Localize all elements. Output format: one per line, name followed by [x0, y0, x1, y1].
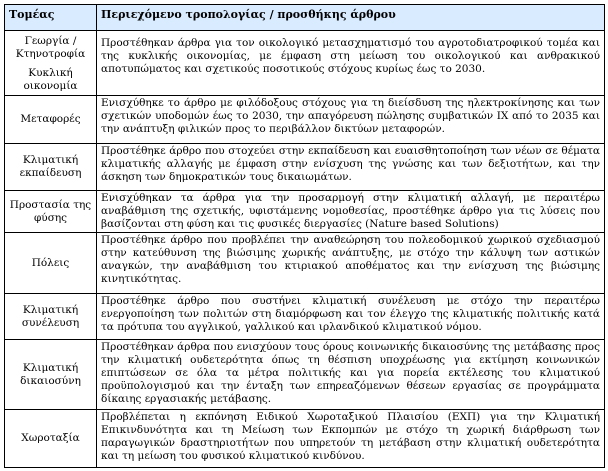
sector-cell: Γεωργία / Κτηνοτροφία Κυκλική οικονομία	[5, 31, 97, 96]
content-cell: Ενισχύθηκε το άρθρο με φιλόδοξους στόχους για τη διείσδυση της ηλεκτροκίνησης και των σχετικών υποδομών έως το 2030, την απαγόρευση πώλησης συμβατικών ΙΧ από το 2035 και την ανάπτυξη φιλικών προς το περιβάλλον δικτύων μεταφορών.	[97, 96, 605, 144]
table-row	[5, 294, 605, 340]
table-row	[5, 144, 605, 191]
header-content: Περιεχόμενο τροπολογίας / προσθήκης άρθρου	[97, 5, 605, 31]
sector-cell: Χωροταξία	[5, 410, 97, 468]
content-cell: Προστέθηκαν άρθρα για τον οικολογικό μετασχηματισμό του αγροτοδιατροφικού τομέα και της κυκλικής οικονομίας, με έμφαση στη μείωση του οικολογικού και ανθρακικού αποτυπώματος και σχετικούς ποσοτικούς στόχους κυρίως έως το 2030.	[97, 31, 605, 96]
table-row	[5, 96, 605, 144]
sector-cell: Κλιματική εκπαίδευση	[5, 144, 97, 191]
sector-cell: Κλιματική συνέλευση	[5, 294, 97, 340]
table-row	[5, 31, 605, 96]
content-cell: Προστέθηκαν άρθρα που ενισχύουν τους όρους κοινωνικής δικαιοσύνης της μετάβασης προς την κλιματική ουδετερότητα όπως τη θέσπιση υποχρέωσης για εκτίμηση κοινωνικών επιπτώσεων σε όλα τα μέτρα πολιτικής και για πορεία εκτέλεσης του κλιματικού προϋπολογισμού και την ένταξη των επηρεαζόμενων θέσεων εργασίας σε προγράμματα δίκαιης εργασιακής μετάβασης.	[97, 340, 605, 410]
content-cell: Ενισχύθηκαν τα άρθρα για την προσαρμογή στην κλιματική αλλαγή, με περαιτέρω αναβάθμιση της σχετικής, υφιστάμενης νομοθεσίας, προστέθηκε άρθρο για τις λύσεις που βασίζονται στη φύση και τις φυσικές διεργασίες (Nature based Solutions)	[97, 191, 605, 233]
content-cell: Προστέθηκε άρθρο που στοχεύει στην εκπαίδευση και ευαισθητοποίηση των νέων σε θέματα κλιματικής αλλαγής με έμφαση στην ενίσχυση της γνώσης και των δεξιοτήτων, και την άσκηση των δημοκρατικών τους δικαιωμάτων.	[97, 144, 605, 191]
header-sector: Τομέας	[5, 5, 97, 31]
table-row	[5, 233, 605, 294]
amendments-table	[4, 4, 605, 468]
table-row	[5, 191, 605, 233]
content-cell: Προστέθηκε άρθρο που συστήνει κλιματική συνέλευση με στόχο την περαιτέρω ενεργοποίηση των πολιτών στη διαμόρφωση και τον έλεγχο της κλιματικής πολιτικής κατά τα πρότυπα του αγγλικού, γαλλικού και ιρλανδικού κλιματικού νόμου.	[97, 294, 605, 340]
table-row	[5, 410, 605, 468]
table-row	[5, 340, 605, 410]
sector-cell: Κλιματική δικαιοσύνη	[5, 340, 97, 410]
content-cell: Προβλέπεται η εκπόνηση Ειδικού Χωροταξικού Πλαισίου (ΕΧΠ) για την Κλιματική Επικινδυνότητα και τη Μείωση των Εκπομπών με στόχο τη χωρική διάρθρωση των παραγωγικών δραστηριοτήτων που υπηρετούν τη μετάβαση στην κλιματική ουδετερότητα και τη μείωση του φυσικού κλιματικού κινδύνου.	[97, 410, 605, 468]
sector-cell: Μεταφορές	[5, 96, 97, 144]
content-cell: Προστέθηκε άρθρο που προβλέπει την αναθεώρηση του πολεοδομικού χωρικού σχεδιασμού στην κατεύθυνση της βιώσιμης χωρικής ανάπτυξης, με στόχο την κάλυψη των αστικών αναγκών, την αναβάθμιση του κτιριακού αποθέματος και την ενίσχυση της βιώσιμης κινητικότητας.	[97, 233, 605, 294]
sector-cell: Πόλεις	[5, 233, 97, 294]
sector-cell: Προστασία της φύσης	[5, 191, 97, 233]
table-header-row	[5, 5, 605, 31]
